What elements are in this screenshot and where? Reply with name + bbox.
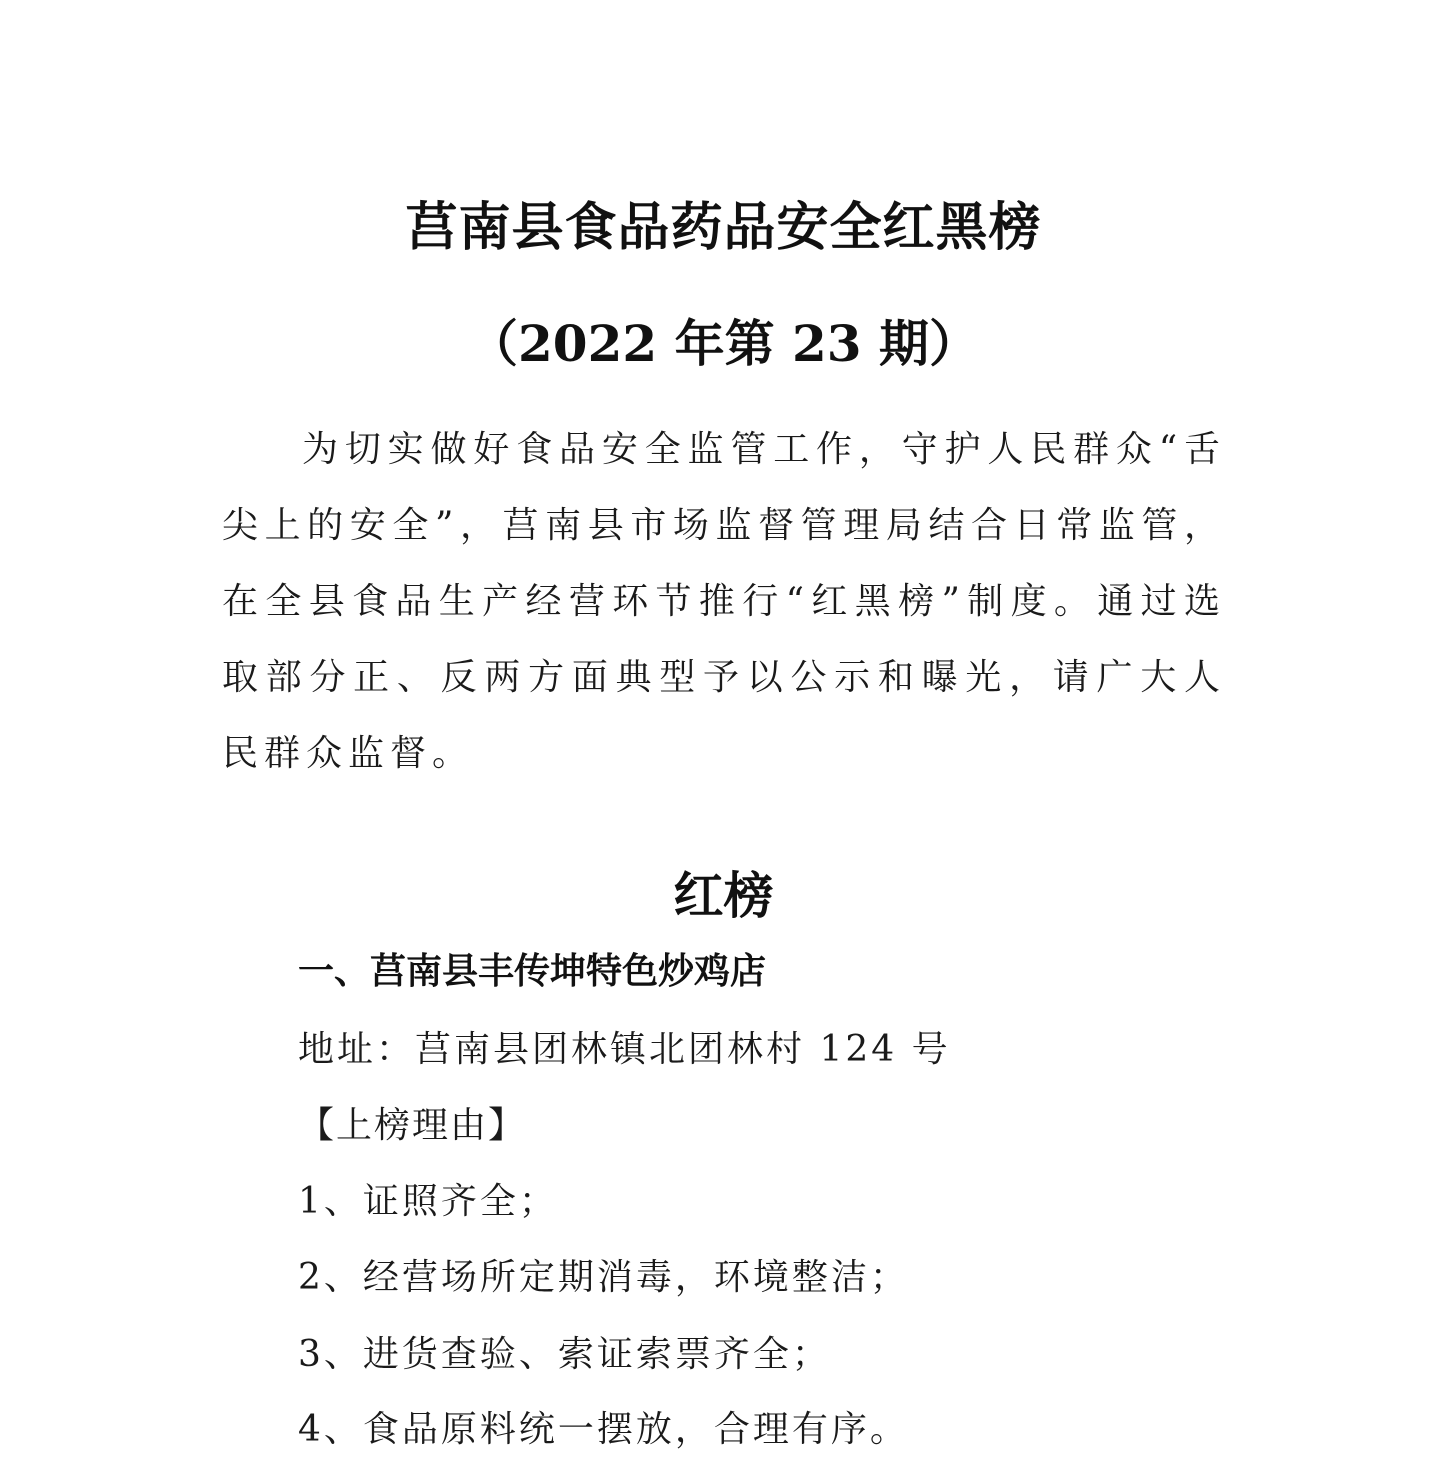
shop-address: 地址：莒南县团林镇北团林村 124 号	[298, 1029, 951, 1070]
reason-item: 3、进货查验、索证索票齐全；	[298, 1334, 831, 1375]
reason-item: 1、证照齐全；	[298, 1181, 558, 1222]
reason-item: 2、经营场所定期消毒，环境整洁；	[298, 1257, 909, 1298]
intro-paragraph: 为切实做好食品安全监管工作，守护人民群众“舌尖上的安全”，莒南县市场监督管理局结合日常监管，在全县食品生产经营环节推行“红黑榜”制度。通过选取部分正、反两方面典型予以公示和曝光，请广大人民群众监督。	[222, 429, 1226, 774]
reason-item: 4、食品原料统一摆放，合理有序。	[298, 1409, 909, 1450]
red-list-heading: 红榜	[673, 867, 774, 925]
document-title: 莒南县食品药品安全红黑榜	[405, 197, 1042, 258]
reasons-heading: 【上榜理由】	[298, 1105, 527, 1146]
shop-name: 一、莒南县丰传坤特色炒鸡店	[298, 951, 767, 992]
issue-number: （2022 年第 23 期）	[468, 314, 979, 373]
